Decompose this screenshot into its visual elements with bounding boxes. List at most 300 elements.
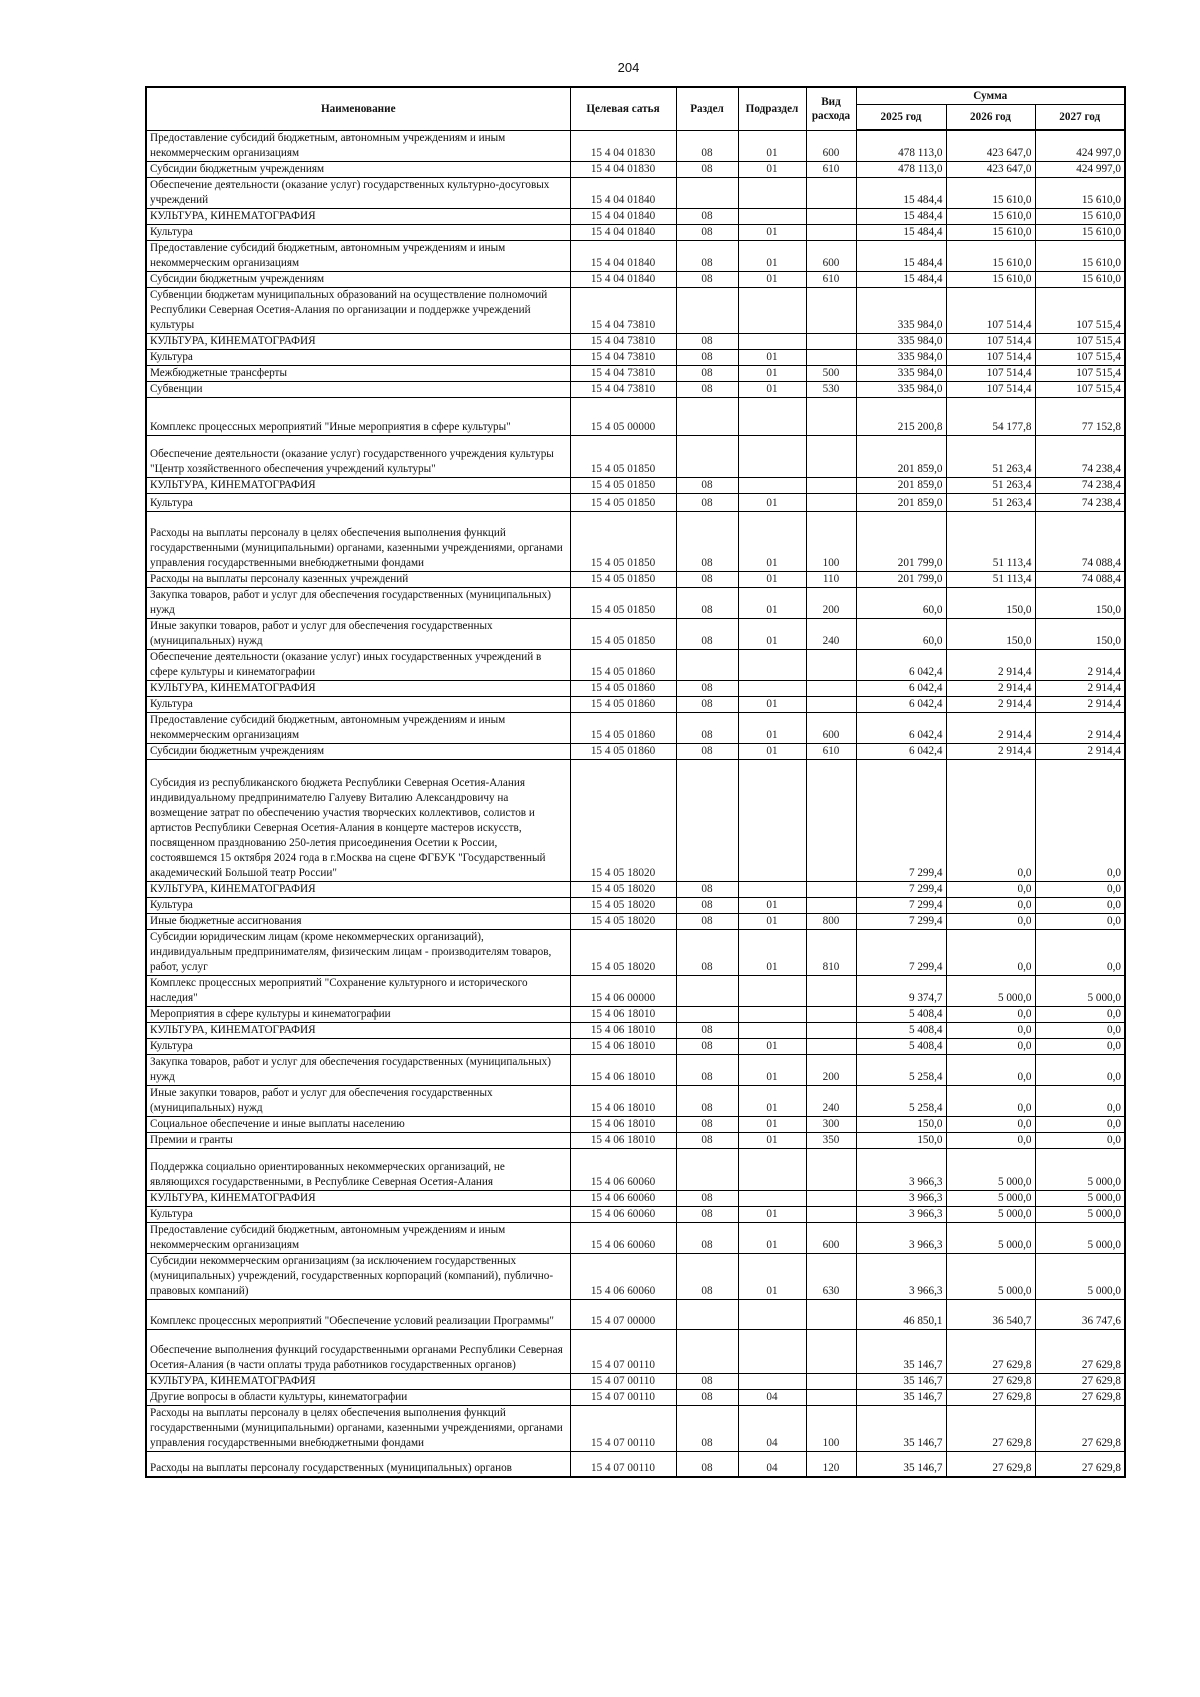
row-sum-2025: 3 966,3: [856, 1190, 946, 1206]
row-expense-type: [806, 435, 856, 477]
row-name: Мероприятия в сфере культуры и кинематографии: [146, 1006, 570, 1022]
header-year-2026: 2026 год: [946, 105, 1035, 131]
row-target-article: 15 4 05 01850: [570, 511, 676, 571]
row-name: Другие вопросы в области культуры, кинематографии: [146, 1389, 570, 1405]
row-subsection: 01: [738, 1116, 806, 1132]
row-sum-2027: 2 914,4: [1035, 680, 1125, 696]
row-subsection: [738, 1148, 806, 1190]
row-name: Предоставление субсидий бюджетным, автономным учреждениям и иным некоммерческим организациям: [146, 712, 570, 743]
row-target-article: 15 4 05 01860: [570, 696, 676, 712]
row-target-article: 15 4 06 18010: [570, 1006, 676, 1022]
row-section: 08: [676, 161, 738, 177]
row-section: [676, 177, 738, 208]
row-expense-type: 800: [806, 913, 856, 929]
row-target-article: 15 4 06 18010: [570, 1038, 676, 1054]
row-sum-2025: 5 408,4: [856, 1006, 946, 1022]
row-sum-2025: 15 484,4: [856, 208, 946, 224]
row-sum-2026: 5 000,0: [946, 1206, 1035, 1222]
table-row: [146, 1190, 1125, 1206]
row-sum-2026: 5 000,0: [946, 1190, 1035, 1206]
row-section: 08: [676, 881, 738, 897]
row-sum-2025: 201 799,0: [856, 571, 946, 587]
row-subsection: 01: [738, 618, 806, 649]
table-row: [146, 1299, 1125, 1329]
row-expense-type: 240: [806, 618, 856, 649]
row-sum-2027: 0,0: [1035, 1085, 1125, 1116]
row-section: 08: [676, 929, 738, 975]
row-sum-2027: 0,0: [1035, 897, 1125, 913]
header-year-2027: 2027 год: [1035, 105, 1125, 131]
row-expense-type: [806, 696, 856, 712]
row-sum-2026: 5 000,0: [946, 1222, 1035, 1253]
row-section: 08: [676, 381, 738, 397]
row-sum-2026: 5 000,0: [946, 975, 1035, 1006]
row-expense-type: 630: [806, 1253, 856, 1299]
row-target-article: 15 4 05 18020: [570, 897, 676, 913]
row-sum-2026: 0,0: [946, 1085, 1035, 1116]
row-name: КУЛЬТУРА, КИНЕМАТОГРАФИЯ: [146, 333, 570, 349]
row-expense-type: [806, 759, 856, 881]
row-expense-type: [806, 477, 856, 493]
row-sum-2026: 150,0: [946, 618, 1035, 649]
row-name: Иные закупки товаров, работ и услуг для обеспечения государственных (муниципальных) нужд: [146, 1085, 570, 1116]
row-section: [676, 435, 738, 477]
row-sum-2025: 5 258,4: [856, 1085, 946, 1116]
row-expense-type: [806, 1006, 856, 1022]
row-subsection: [738, 759, 806, 881]
row-name: Культура: [146, 493, 570, 511]
table-row: [146, 571, 1125, 587]
row-name: Субсидии бюджетным учреждениям: [146, 271, 570, 287]
row-sum-2025: 3 966,3: [856, 1206, 946, 1222]
row-sum-2027: 107 515,4: [1035, 349, 1125, 365]
row-name: Субвенции: [146, 381, 570, 397]
table-row: [146, 680, 1125, 696]
row-target-article: 15 4 05 18020: [570, 759, 676, 881]
row-sum-2027: 5 000,0: [1035, 1148, 1125, 1190]
row-sum-2025: 15 484,4: [856, 240, 946, 271]
row-subsection: [738, 975, 806, 1006]
row-expense-type: 530: [806, 381, 856, 397]
row-expense-type: 100: [806, 511, 856, 571]
row-subsection: [738, 1329, 806, 1373]
table-row: [146, 493, 1125, 511]
table-row: [146, 696, 1125, 712]
row-sum-2026: 107 514,4: [946, 381, 1035, 397]
row-sum-2027: 74 238,4: [1035, 477, 1125, 493]
row-expense-type: 810: [806, 929, 856, 975]
row-sum-2025: 335 984,0: [856, 333, 946, 349]
row-section: 08: [676, 587, 738, 618]
row-expense-type: 500: [806, 365, 856, 381]
table-row: [146, 1132, 1125, 1148]
row-sum-2026: 0,0: [946, 913, 1035, 929]
row-sum-2026: 15 610,0: [946, 224, 1035, 240]
row-sum-2027: 77 152,8: [1035, 397, 1125, 435]
row-sum-2027: 15 610,0: [1035, 240, 1125, 271]
row-sum-2025: 60,0: [856, 618, 946, 649]
row-sum-2027: 0,0: [1035, 1038, 1125, 1054]
row-sum-2026: 0,0: [946, 881, 1035, 897]
row-expense-type: 100: [806, 1405, 856, 1451]
row-sum-2025: 46 850,1: [856, 1299, 946, 1329]
table-row: [146, 897, 1125, 913]
row-sum-2027: 74 088,4: [1035, 571, 1125, 587]
row-target-article: 15 4 05 18020: [570, 913, 676, 929]
row-target-article: 15 4 05 00000: [570, 397, 676, 435]
row-sum-2025: 5 258,4: [856, 1054, 946, 1085]
row-sum-2027: 0,0: [1035, 1116, 1125, 1132]
row-sum-2026: 2 914,4: [946, 696, 1035, 712]
header-target-article: Целевая сатья: [570, 87, 676, 130]
row-sum-2026: 15 610,0: [946, 271, 1035, 287]
row-name: Расходы на выплаты персоналу в целях обеспечения выполнения функций государственными (муниципальными) органами, казенными учреждениями, органами управления государственными внебюджетными фондами: [146, 1405, 570, 1451]
row-sum-2025: 7 299,4: [856, 929, 946, 975]
row-expense-type: [806, 397, 856, 435]
row-subsection: [738, 649, 806, 680]
row-sum-2027: 2 914,4: [1035, 649, 1125, 680]
row-section: [676, 975, 738, 1006]
row-target-article: 15 4 05 18020: [570, 929, 676, 975]
row-expense-type: [806, 897, 856, 913]
table-row: [146, 1206, 1125, 1222]
table-row: [146, 349, 1125, 365]
row-target-article: 15 4 07 00110: [570, 1373, 676, 1389]
row-target-article: 15 4 04 73810: [570, 333, 676, 349]
row-target-article: 15 4 07 00110: [570, 1329, 676, 1373]
row-expense-type: [806, 1038, 856, 1054]
header-section: Раздел: [676, 87, 738, 130]
row-target-article: 15 4 05 01850: [570, 571, 676, 587]
row-sum-2025: 35 146,7: [856, 1405, 946, 1451]
row-subsection: [738, 333, 806, 349]
row-target-article: 15 4 04 01840: [570, 224, 676, 240]
row-subsection: 01: [738, 1054, 806, 1085]
row-section: 08: [676, 349, 738, 365]
row-expense-type: [806, 1206, 856, 1222]
row-section: 08: [676, 208, 738, 224]
row-sum-2025: 60,0: [856, 587, 946, 618]
row-name: КУЛЬТУРА, КИНЕМАТОГРАФИЯ: [146, 477, 570, 493]
table-row: [146, 1329, 1125, 1373]
row-sum-2027: 0,0: [1035, 1006, 1125, 1022]
row-sum-2025: 35 146,7: [856, 1451, 946, 1477]
row-subsection: [738, 435, 806, 477]
table-row: [146, 365, 1125, 381]
row-target-article: 15 4 07 00000: [570, 1299, 676, 1329]
row-sum-2027: 15 610,0: [1035, 224, 1125, 240]
row-subsection: [738, 1299, 806, 1329]
row-sum-2026: 51 263,4: [946, 477, 1035, 493]
row-target-article: 15 4 05 01850: [570, 435, 676, 477]
row-subsection: 01: [738, 161, 806, 177]
table-row: [146, 618, 1125, 649]
row-sum-2027: 27 629,8: [1035, 1451, 1125, 1477]
row-section: 08: [676, 1222, 738, 1253]
row-sum-2025: 201 859,0: [856, 477, 946, 493]
row-subsection: 01: [738, 381, 806, 397]
row-sum-2025: 7 299,4: [856, 897, 946, 913]
row-section: [676, 759, 738, 881]
row-subsection: 01: [738, 224, 806, 240]
row-name: КУЛЬТУРА, КИНЕМАТОГРАФИЯ: [146, 1022, 570, 1038]
row-section: 08: [676, 271, 738, 287]
row-sum-2026: 27 629,8: [946, 1389, 1035, 1405]
row-sum-2026: 2 914,4: [946, 743, 1035, 759]
table-row: [146, 1038, 1125, 1054]
row-sum-2027: 15 610,0: [1035, 177, 1125, 208]
table-row: [146, 1116, 1125, 1132]
row-sum-2027: 2 914,4: [1035, 743, 1125, 759]
row-subsection: 01: [738, 130, 806, 161]
row-section: [676, 397, 738, 435]
table-row: [146, 435, 1125, 477]
row-target-article: 15 4 04 73810: [570, 287, 676, 333]
row-sum-2027: 424 997,0: [1035, 161, 1125, 177]
table-row: [146, 881, 1125, 897]
row-name: Субсидии юридическим лицам (кроме некоммерческих организаций), индивидуальным предпринимателям, физическим лицам - производителям товаров, работ, услуг: [146, 929, 570, 975]
row-expense-type: [806, 493, 856, 511]
row-section: 08: [676, 511, 738, 571]
row-subsection: [738, 680, 806, 696]
table-row: [146, 1253, 1125, 1299]
row-expense-type: 110: [806, 571, 856, 587]
row-subsection: 01: [738, 1206, 806, 1222]
row-target-article: 15 4 07 00110: [570, 1451, 676, 1477]
row-expense-type: 240: [806, 1085, 856, 1116]
table-row: [146, 477, 1125, 493]
row-sum-2026: 51 263,4: [946, 435, 1035, 477]
table-row: [146, 397, 1125, 435]
table-row: [146, 1222, 1125, 1253]
row-target-article: 15 4 06 18010: [570, 1132, 676, 1148]
row-subsection: 04: [738, 1405, 806, 1451]
row-subsection: 01: [738, 349, 806, 365]
row-name: Культура: [146, 1206, 570, 1222]
row-section: 08: [676, 477, 738, 493]
row-target-article: 15 4 06 60060: [570, 1148, 676, 1190]
row-name: Поддержка социально ориентированных некоммерческих организаций, не являющихся государственными, в Республике Северная Осетия-Алания: [146, 1148, 570, 1190]
row-section: 08: [676, 1116, 738, 1132]
row-sum-2027: 107 515,4: [1035, 381, 1125, 397]
row-subsection: 01: [738, 571, 806, 587]
row-sum-2026: 2 914,4: [946, 649, 1035, 680]
row-sum-2027: 107 515,4: [1035, 365, 1125, 381]
row-sum-2025: 201 859,0: [856, 493, 946, 511]
table-body: [146, 130, 1125, 1477]
table-row: [146, 975, 1125, 1006]
row-sum-2025: 9 374,7: [856, 975, 946, 1006]
row-subsection: 01: [738, 240, 806, 271]
header-subsection: Подраздел: [738, 87, 806, 130]
row-section: 08: [676, 1389, 738, 1405]
row-sum-2027: 2 914,4: [1035, 712, 1125, 743]
row-subsection: 01: [738, 897, 806, 913]
row-sum-2027: 27 629,8: [1035, 1373, 1125, 1389]
row-section: 08: [676, 1451, 738, 1477]
row-sum-2025: 15 484,4: [856, 271, 946, 287]
table-row: [146, 208, 1125, 224]
row-sum-2027: 27 629,8: [1035, 1389, 1125, 1405]
table-row: [146, 381, 1125, 397]
row-sum-2026: 0,0: [946, 1116, 1035, 1132]
row-sum-2027: 5 000,0: [1035, 975, 1125, 1006]
row-expense-type: [806, 649, 856, 680]
row-subsection: [738, 1190, 806, 1206]
row-sum-2025: 478 113,0: [856, 130, 946, 161]
table-row: [146, 511, 1125, 571]
row-sum-2027: 0,0: [1035, 759, 1125, 881]
table-row: [146, 240, 1125, 271]
row-name: Культура: [146, 224, 570, 240]
row-sum-2025: 7 299,4: [856, 913, 946, 929]
row-section: 08: [676, 493, 738, 511]
row-sum-2027: 0,0: [1035, 881, 1125, 897]
row-sum-2025: 7 299,4: [856, 881, 946, 897]
row-target-article: 15 4 06 60060: [570, 1206, 676, 1222]
row-subsection: [738, 477, 806, 493]
row-sum-2025: 35 146,7: [856, 1389, 946, 1405]
row-section: 08: [676, 1054, 738, 1085]
row-sum-2027: 74 088,4: [1035, 511, 1125, 571]
row-sum-2026: 423 647,0: [946, 130, 1035, 161]
row-sum-2025: 6 042,4: [856, 680, 946, 696]
row-target-article: 15 4 06 18010: [570, 1022, 676, 1038]
row-sum-2026: 107 514,4: [946, 287, 1035, 333]
row-target-article: 15 4 04 01840: [570, 240, 676, 271]
table-row: [146, 587, 1125, 618]
table-row: [146, 1148, 1125, 1190]
row-target-article: 15 4 04 73810: [570, 381, 676, 397]
row-sum-2025: 150,0: [856, 1116, 946, 1132]
row-expense-type: [806, 1389, 856, 1405]
row-sum-2026: 2 914,4: [946, 680, 1035, 696]
row-sum-2027: 150,0: [1035, 587, 1125, 618]
row-sum-2025: 35 146,7: [856, 1373, 946, 1389]
row-sum-2026: 5 000,0: [946, 1253, 1035, 1299]
row-subsection: [738, 287, 806, 333]
row-sum-2026: 0,0: [946, 759, 1035, 881]
header-year-2025: 2025 год: [856, 105, 946, 131]
row-target-article: 15 4 05 01850: [570, 618, 676, 649]
row-expense-type: [806, 680, 856, 696]
row-section: 08: [676, 897, 738, 913]
row-name: Предоставление субсидий бюджетным, автономным учреждениям и иным некоммерческим организациям: [146, 130, 570, 161]
table-row: [146, 929, 1125, 975]
row-name: КУЛЬТУРА, КИНЕМАТОГРАФИЯ: [146, 881, 570, 897]
row-target-article: 15 4 05 01850: [570, 493, 676, 511]
row-name: Субсидии некоммерческим организациям (за исключением государственных (муниципальных) учреждений, государственных корпораций (компаний), публично-правовых компаний): [146, 1253, 570, 1299]
row-name: Расходы на выплаты персоналу государственных (муниципальных) органов: [146, 1451, 570, 1477]
row-section: 08: [676, 1022, 738, 1038]
row-section: [676, 649, 738, 680]
row-name: Субвенции бюджетам муниципальных образований на осуществление полномочий Республики Северная Осетия-Алания по организации и поддержке учреждений культуры: [146, 287, 570, 333]
row-sum-2025: 3 966,3: [856, 1222, 946, 1253]
row-target-article: 15 4 06 60060: [570, 1190, 676, 1206]
row-sum-2027: 0,0: [1035, 1132, 1125, 1148]
row-sum-2027: 107 515,4: [1035, 333, 1125, 349]
row-name: Предоставление субсидий бюджетным, автономным учреждениям и иным некоммерческим организациям: [146, 240, 570, 271]
row-target-article: 15 4 04 01830: [570, 130, 676, 161]
row-sum-2027: 5 000,0: [1035, 1253, 1125, 1299]
row-expense-type: [806, 287, 856, 333]
row-expense-type: 200: [806, 587, 856, 618]
row-section: 08: [676, 743, 738, 759]
row-subsection: 01: [738, 587, 806, 618]
row-sum-2027: 0,0: [1035, 929, 1125, 975]
row-sum-2026: 5 000,0: [946, 1148, 1035, 1190]
row-section: 08: [676, 680, 738, 696]
row-subsection: [738, 208, 806, 224]
row-section: 08: [676, 333, 738, 349]
row-sum-2026: 0,0: [946, 1006, 1035, 1022]
row-name: Премии и гранты: [146, 1132, 570, 1148]
row-sum-2025: 15 484,4: [856, 224, 946, 240]
row-subsection: 01: [738, 1132, 806, 1148]
table-row: [146, 1006, 1125, 1022]
row-section: 08: [676, 1206, 738, 1222]
row-target-article: 15 4 04 01840: [570, 208, 676, 224]
row-sum-2027: 0,0: [1035, 1054, 1125, 1085]
table-row: [146, 287, 1125, 333]
row-target-article: 15 4 04 73810: [570, 365, 676, 381]
row-target-article: 15 4 05 01860: [570, 680, 676, 696]
row-subsection: 01: [738, 696, 806, 712]
row-subsection: 01: [738, 365, 806, 381]
row-expense-type: [806, 975, 856, 1006]
row-target-article: 15 4 06 60060: [570, 1222, 676, 1253]
row-name: Культура: [146, 696, 570, 712]
row-sum-2027: 36 747,6: [1035, 1299, 1125, 1329]
row-sum-2025: 150,0: [856, 1132, 946, 1148]
row-sum-2026: 107 514,4: [946, 365, 1035, 381]
row-sum-2026: 15 610,0: [946, 208, 1035, 224]
table-row: [146, 649, 1125, 680]
row-name: КУЛЬТУРА, КИНЕМАТОГРАФИЯ: [146, 680, 570, 696]
row-name: Комплекс процессных мероприятий "Иные мероприятия в сфере культуры": [146, 397, 570, 435]
row-subsection: 01: [738, 1038, 806, 1054]
row-target-article: 15 4 04 01830: [570, 161, 676, 177]
row-sum-2027: 15 610,0: [1035, 271, 1125, 287]
header-name: Наименование: [146, 87, 570, 130]
row-sum-2026: 0,0: [946, 929, 1035, 975]
row-name: Культура: [146, 349, 570, 365]
row-sum-2026: 27 629,8: [946, 1405, 1035, 1451]
row-name: Иные закупки товаров, работ и услуг для обеспечения государственных (муниципальных) нужд: [146, 618, 570, 649]
row-expense-type: 610: [806, 743, 856, 759]
row-subsection: 01: [738, 1253, 806, 1299]
budget-table: [145, 86, 1126, 1478]
row-name: КУЛЬТУРА, КИНЕМАТОГРАФИЯ: [146, 1373, 570, 1389]
row-section: 08: [676, 696, 738, 712]
row-sum-2026: 51 263,4: [946, 493, 1035, 511]
row-subsection: 01: [738, 913, 806, 929]
row-target-article: 15 4 06 00000: [570, 975, 676, 1006]
table-row: [146, 1405, 1125, 1451]
row-expense-type: [806, 1148, 856, 1190]
table-row: [146, 333, 1125, 349]
row-subsection: 01: [738, 511, 806, 571]
page-number: 204: [617, 60, 640, 75]
table-row: [146, 913, 1125, 929]
row-sum-2025: 478 113,0: [856, 161, 946, 177]
row-subsection: 04: [738, 1451, 806, 1477]
row-sum-2025: 35 146,7: [856, 1329, 946, 1373]
row-sum-2026: 0,0: [946, 1132, 1035, 1148]
row-section: 08: [676, 712, 738, 743]
row-name: Социальное обеспечение и иные выплаты населению: [146, 1116, 570, 1132]
row-name: Культура: [146, 1038, 570, 1054]
